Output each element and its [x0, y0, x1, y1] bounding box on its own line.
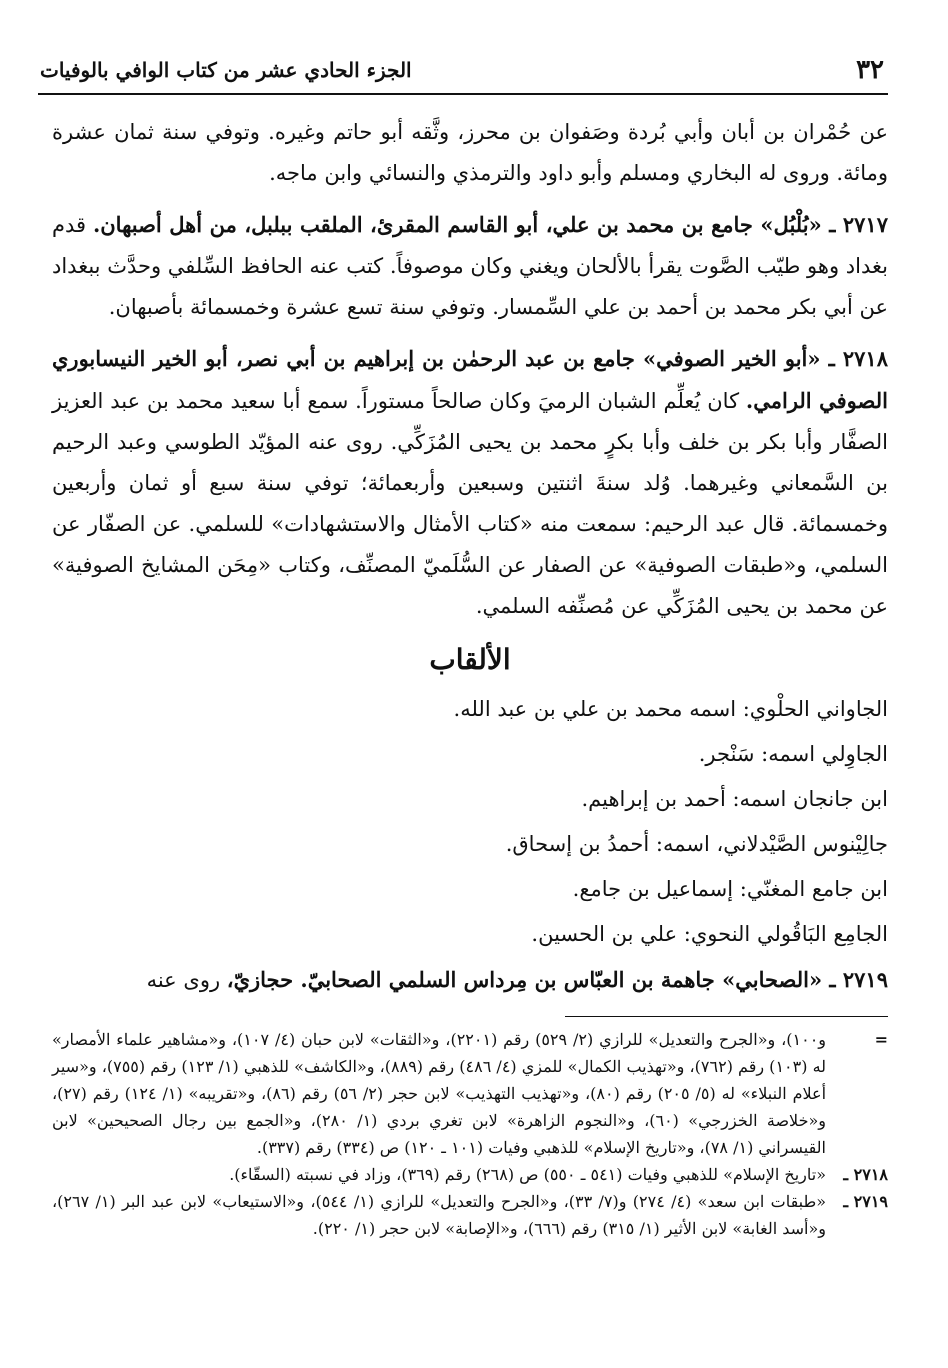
- alqab-list: [52, 687, 888, 957]
- footnote: [52, 1161, 888, 1188]
- footnote-rule: [565, 1016, 888, 1017]
- footnote: [52, 1026, 888, 1161]
- entry-2717: [52, 204, 888, 328]
- page-header: [40, 52, 884, 88]
- alqab-item: ابن جانجان اسمه: أحمد بن إبراهيم.: [581, 787, 888, 811]
- header-rule: [38, 93, 888, 95]
- footnote-text: «طبقات ابن سعد» (٤/ ٢٧٤) و(٧/ ٣٣)، و«الجرح والتعديل» للرازي (١/ ٥٤٤)، و«الاستيعاب» لابن عبد البر (١/ ٢٦٧)، و«أسد الغابة» لابن الأثير (١/ ٣١٥) رقم (٦٦٦)، و«الإصابة» لابن حجر (١/ ٢٢٠).: [52, 1192, 827, 1238]
- entry-2717-heading: ٢٧١٧ ـ «بُلْبُل» جامع بن محمد بن علي، أبو القاسم المقرئ، الملقب ببلبل، من أهل أصبهان.: [92, 212, 888, 237]
- entry-2718-heading: ٢٧١٨ ـ «أبو الخير الصوفي» جامع بن عبد الرحمٰن بن إبراهيم بن أبي نصر، أبو الخير النيسابوري الصوفي الرامي.: [52, 346, 888, 413]
- footnotes: [52, 1026, 888, 1242]
- footnote-marker: ٢٧١٩ ـ: [843, 1192, 888, 1211]
- footnote: [52, 1188, 888, 1242]
- section-title-alqab: الألقاب: [429, 643, 511, 676]
- entry-2718: [52, 338, 888, 627]
- alqab-item: ابن جامع المغنّي: إسماعيل بن جامع.: [572, 877, 888, 901]
- entry-2718-text: كان يُعلِّم الشبان الرميَ وكان صالحاً مستوراً. سمع أبا سعيد محمد بن عبد العزيز الصفَّار وأبا بكر بن خلف وأبا بكرٍ محمد بن يحيى المُزَكِّي. روى عنه المؤيّد الطوسي وعبد الرحيم بن السَّمعاني وغيرهما. وُلد سنةَ اثنتين وسبعين وأربعمائة؛ توفي سنة سبع أو ثمان وأربعين وخمسمائة. قال عبد الرحيم: سمعت منه «كتاب الأمثال والاستشهادات» للسلمي. عن الصفّار عن السلمي، و«طبقات الصوفية» عن الصفار عن السُّلَميّ المصنِّف، وكتاب «مِحَن المشايخ الصوفية» عن محمد بن يحيى المُزَكِّي عن مُصنِّفه السلمي.: [52, 389, 888, 618]
- footnote-marker: ٢٧١٨ ـ: [843, 1165, 888, 1184]
- entry-2719-text: روى عنه: [146, 968, 221, 992]
- entry-2719-heading: ٢٧١٩ ـ «الصحابي» جاهمة بن العبّاس بن مِرداس السلمي الصحابيّ. حجازيّ،: [226, 967, 888, 992]
- alqab-item: الجاوِلي اسمه: سَنْجر.: [698, 742, 888, 766]
- entry-2717-text: قدم بغداد وهو طيّب الصَّوت يقرأ بالألحان ويغني وكان موصوفاً. كتب عنه الحافظ السِّلفي وحدَّث ببغداد عن أبي بكر محمد بن أحمد بن علي السِّمسار. وتوفي سنة تسع عشرة وخمسمائة بأصبهان.: [52, 213, 888, 319]
- footnote-text: و١٠٠)، و«الجرح والتعديل» للرازي (٢/ ٥٢٩) رقم (٢٢٠١)، و«الثقات» لابن حبان (٤/ ١٠٧)، و«مشاهير علماء الأمصار» له (١٠٣) رقم (٧٦٢)، و«تهذيب الكمال» للمزي (٤/ ٤٨٦) رقم (٨٨٩)، و«الكاشف» للذهبي (١/ ١٢٣) رقم (٧٥٥)، و«سير أعلام النبلاء» له (٥/ ٢٠٥) رقم (٨٠)، و«تهذيب التهذيب» لابن حجر (٢/ ٥٦) رقم (٨٦)، و«تقريبه» (١/ ١٢٤) رقم (٢٧)، و«خلاصة الخزرجي» (٦٠)، و«النجوم الزاهرة» لابن تغري بردي (١/ ٢٨٠)، و«الجمع بين رجال الصحيحين» لابن القيسراني (١/ ٧٨)، و«تاريخ الإسلام» للذهبي وفيات (١٠١ ـ ١٢٠) ص (٣٣٤) رقم (٣٣٧).: [52, 1030, 827, 1157]
- entry-2719: [52, 959, 888, 1001]
- paragraph-continuation: عن حُمْران بن أبان وأبي بُردة وصَفوان بن محرز، وثَّقه أبو حاتم وغيره. وتوفي سنة ثمان عشرة ومائة. وروى له البخاري ومسلم وأبو داود والترمذي والنسائي وابن ماجه.: [52, 120, 888, 185]
- page-number: ٣٢: [856, 55, 884, 85]
- running-title: الجزء الحادي عشر من كتاب الوافي بالوفيات: [40, 58, 412, 82]
- footnote-marker: =: [874, 1030, 888, 1049]
- alqab-item: الجاواني الحلْوي: اسمه محمد بن علي بن عبد الله.: [453, 697, 888, 721]
- alqab-item: جالِيْنوس الصَّيْدلاني، اسمه: أحمدُ بن إسحاق.: [505, 832, 888, 856]
- main-text: [52, 112, 888, 1011]
- alqab-item: الجامِع البَاقُولي النحوي: علي بن الحسين.: [531, 922, 888, 946]
- footnote-text: «تاريخ الإسلام» للذهبي وفيات (٥٤١ ـ ٥٥٠) ص (٢٦٨) رقم (٣٦٩)، وزاد في نسبته (السقّاء).: [229, 1165, 826, 1184]
